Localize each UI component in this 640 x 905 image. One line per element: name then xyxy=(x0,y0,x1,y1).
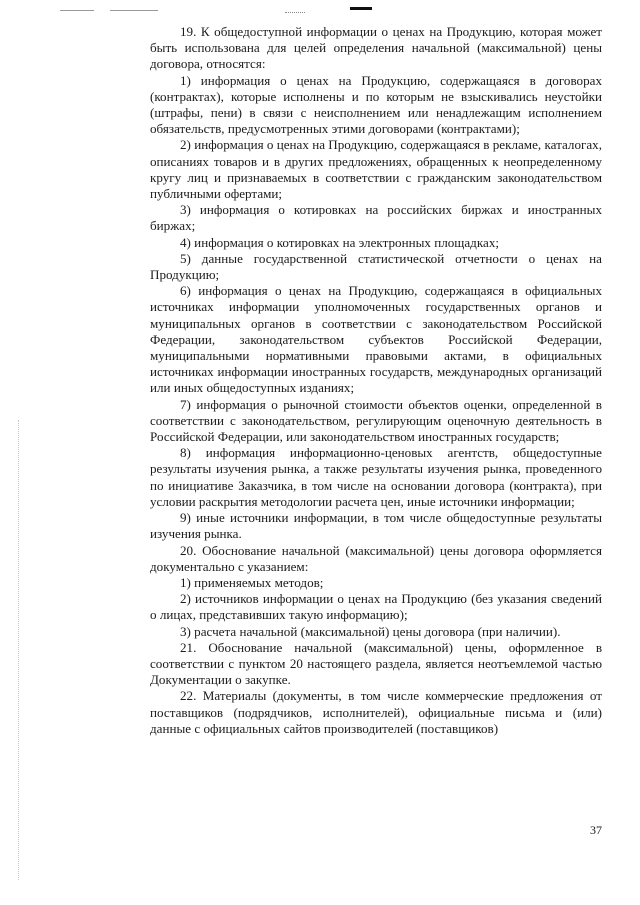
paragraph-19-item-7: 7) информация о рыночной стоимости объектов оценки, определенной в соответствии с законодательством, регулирующим оценочную деятельность в Российской Федерации, или законодательством иностранных государств; xyxy=(150,396,602,445)
paragraph-19-item-6: 6) информация о ценах на Продукцию, содержащаяся в официальных источниках информации уполномоченных государственных органов и муниципальных органов в соответствии с законодательством Российской Федерации, законодательством субъектов Российской Федерации, муниципальными нормативными правовыми актами, в официальных источниках информации иностранных государств, международных организаций или иных общедоступных изданиях; xyxy=(150,283,602,396)
paragraph-19: 19. К общедоступной информации о ценах на Продукцию, которая может быть использована для целей определения начальной (максимальной) цены договора, относятся: xyxy=(150,24,602,72)
paragraph-19-item-3: 3) информация о котировках на российских биржах и иностранных биржах; xyxy=(150,202,602,234)
scan-artifact-line xyxy=(60,10,94,11)
paragraph-20-item-3: 3) расчета начальной (максимальной) цены договора (при наличии). xyxy=(180,623,561,639)
paragraph-21: 21. Обоснование начальной (максимальной) цены, оформленное в соответствии с пунктом 20 настоящего раздела, является неотъемлемой частью Документации о закупке. xyxy=(150,639,602,688)
paragraph-20: 20. Обоснование начальной (максимальной) цены договора оформляется документально с указанием: xyxy=(150,542,602,574)
paragraph-20-item-2: 2) источников информации о ценах на Продукцию (без указания сведений о лицах, представивших такую информацию); xyxy=(150,591,602,623)
paragraph-19-item-9: 9) иные источники информации, в том числе общедоступные результаты изучения рынка. xyxy=(150,510,602,542)
document-text xyxy=(150,24,602,737)
page-number: 37 xyxy=(590,823,602,837)
paragraph-19-item-1: 1) информация о ценах на Продукцию, содержащаяся в договорах (контрактах), которые исполнены и по которым не взыскивались неустойки (штрафы, пени) в связи с неисполнением или ненадлежащим исполнением обязательств, предусмотренных этими договорами (контрактами); xyxy=(150,72,602,137)
paragraph-19-item-5: 5) данные государственной статистической отчетности о ценах на Продукцию; xyxy=(150,250,602,283)
scan-artifact-mark xyxy=(350,7,372,10)
paragraph-19-item-2: 2) информация о ценах на Продукцию, содержащаяся в рекламе, каталогах, описаниях товаров и в других предложениях, обращенных к неопределенному кругу лиц и признаваемых в соответствии с гражданским законодательством публичными офертами; xyxy=(150,137,602,202)
scan-artifact-line xyxy=(110,10,158,11)
paragraph-19-item-4: 4) информация о котировках на электронных площадках; xyxy=(180,234,500,250)
paragraph-19-item-8: 8) информация информационно-ценовых агентств, общедоступные результаты изучения рынка, а также результаты изучения рынка, проведенного по инициативе Заказчика, в том числе на основании договора (контракта), при условии раскрытия методологии расчета цен, иные источники информации; xyxy=(150,445,602,509)
paragraph-20-item-1: 1) применяемых методов; xyxy=(180,574,324,590)
paragraph-22: 22. Материалы (документы, в том числе коммерческие предложения от поставщиков (подрядчиков, исполнителей), официальные письма и (или) данные с официальных сайтов производителей (поставщиков) xyxy=(150,688,602,736)
scan-artifact-edge xyxy=(18,420,20,880)
scan-artifact-dots xyxy=(285,12,305,14)
